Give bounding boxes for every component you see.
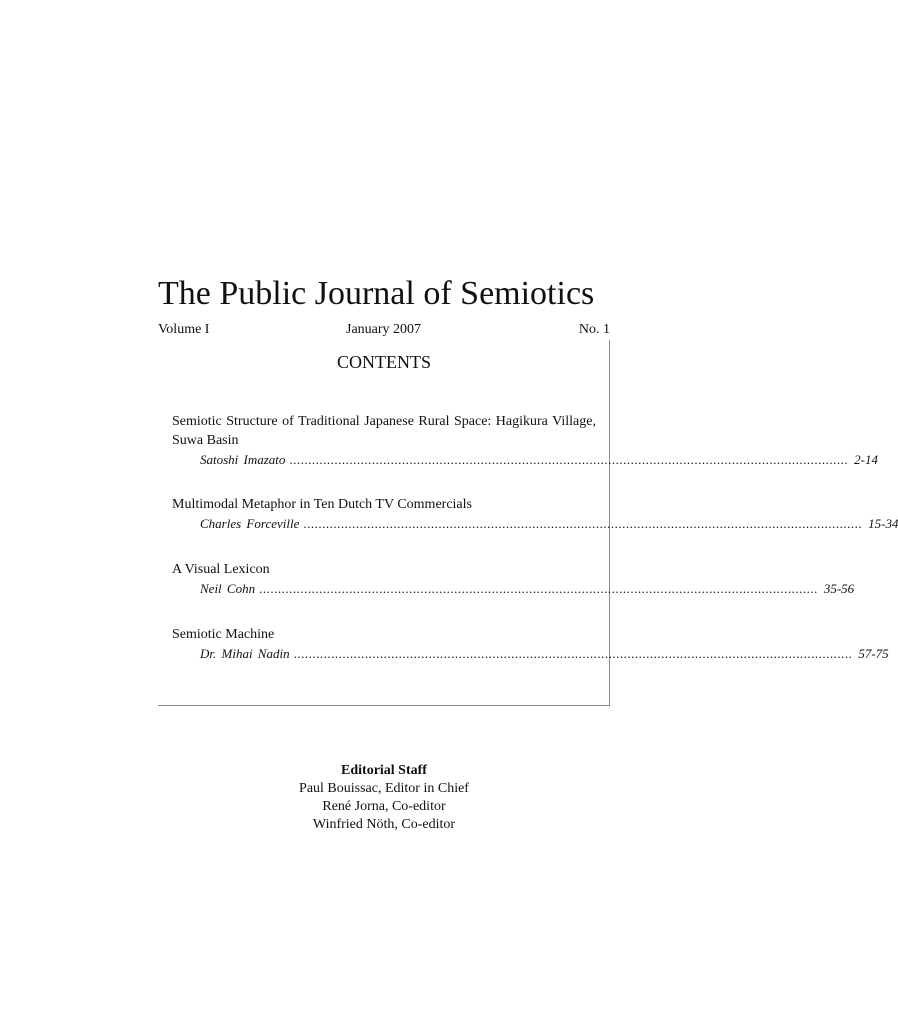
toc-entry-title: Semiotic Structure of Traditional Japanese Rural Space: Hagikura Village, Suwa Basin (172, 414, 596, 448)
toc-entry-author: Dr. Mihai Nadin (200, 646, 290, 661)
dot-leader: ..................................................................................................................................................... (259, 581, 818, 596)
toc-author-line (172, 515, 898, 533)
toc-entry-author: Neil Cohn (200, 581, 256, 596)
issue-volume: Volume I (158, 322, 210, 337)
toc-entry-title: A Visual Lexicon (172, 562, 270, 577)
editorial-member: Paul Bouissac, Editor in Chief (299, 781, 469, 796)
issue-date: January 2007 (346, 322, 422, 337)
toc-entry-title: Semiotic Machine (172, 627, 275, 642)
dot-leader: ..................................................................................................................................................... (289, 452, 849, 467)
toc-entry-author: Charles Forceville (200, 516, 300, 531)
toc-entry[interactable] (172, 412, 879, 469)
toc-entry-pages: 35-56 (823, 581, 855, 596)
toc-entry[interactable] (172, 625, 889, 663)
toc-author-line (172, 580, 855, 598)
toc-entry-pages: 2-14 (854, 452, 879, 467)
toc-entry[interactable] (172, 560, 855, 598)
editorial-member: René Jorna, Co-editor (322, 799, 446, 814)
editorial-staff (184, 762, 584, 834)
journal-title: The Public Journal of Semiotics (158, 275, 595, 312)
issue-number: No. 1 (578, 322, 610, 337)
editorial-heading: Editorial Staff (341, 763, 427, 778)
toc-author-line (172, 645, 889, 663)
dot-leader: ..................................................................................................................................................... (303, 516, 863, 531)
table-of-contents (158, 340, 898, 706)
toc-entry-pages: 57-75 (858, 646, 889, 661)
toc-entry-pages: 15-34 (868, 516, 898, 531)
dot-leader: ..................................................................................................................................................... (293, 646, 853, 661)
contents-heading: CONTENTS (337, 352, 431, 372)
toc-entry-title: Multimodal Metaphor in Ten Dutch TV Commercials (172, 497, 472, 512)
toc-author-line (172, 451, 879, 469)
issue-info-line (158, 321, 610, 341)
toc-entry-author: Satoshi Imazato (200, 452, 286, 467)
toc-entry[interactable] (172, 495, 898, 533)
editorial-member: Winfried Nöth, Co-editor (312, 817, 456, 832)
